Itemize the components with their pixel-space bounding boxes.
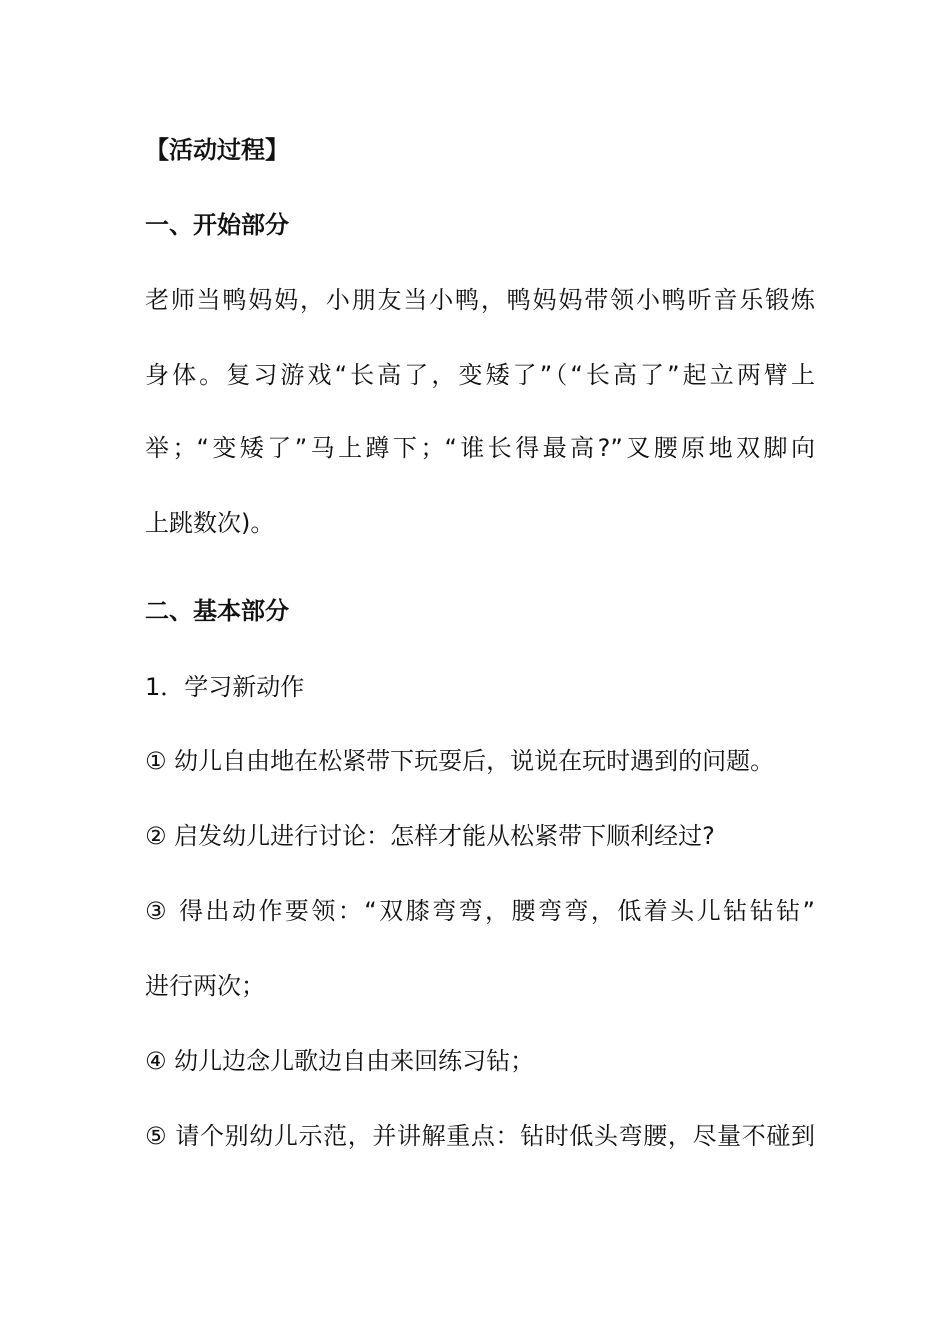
section-2-title: 二、基本部分 — [145, 597, 289, 625]
step-3-line: ③ 得出动作要领：“双膝弯弯，腰弯弯，低着头儿钻钻钻” — [145, 897, 815, 925]
section-1-paragraph-line: 身体。复习游戏“长高了，变矮了”（“长高了”起立两臂上 — [145, 361, 815, 389]
step-3-continuation-line: 进行两次； — [145, 972, 265, 1000]
step-1-line: ① 幼儿自由地在松紧带下玩耍后，说说在玩时遇到的问题。 — [145, 747, 775, 775]
step-2-line: ② 启发幼儿进行讨论：怎样才能从松紧带下顺利经过? — [145, 822, 715, 850]
section-1-paragraph-line: 上跳数次)。 — [145, 509, 275, 537]
step-4-line: ④ 幼儿边念儿歌边自由来回练习钻； — [145, 1047, 535, 1075]
section-1-title: 一、开始部分 — [145, 211, 289, 239]
section-2-subtitle: 1．学习新动作 — [145, 673, 305, 701]
step-5-line: ⑤ 请个别幼儿示范，并讲解重点：钻时低头弯腰，尽量不碰到 — [145, 1122, 815, 1150]
section-1-paragraph-line: 举；“变矮了”马上蹲下；“谁长得最高?”叉腰原地双脚向 — [145, 434, 815, 462]
activity-process-heading: 【活动过程】 — [145, 136, 289, 164]
section-1-paragraph-line: 老师当鸭妈妈，小朋友当小鸭，鸭妈妈带领小鸭听音乐锻炼 — [145, 286, 815, 314]
